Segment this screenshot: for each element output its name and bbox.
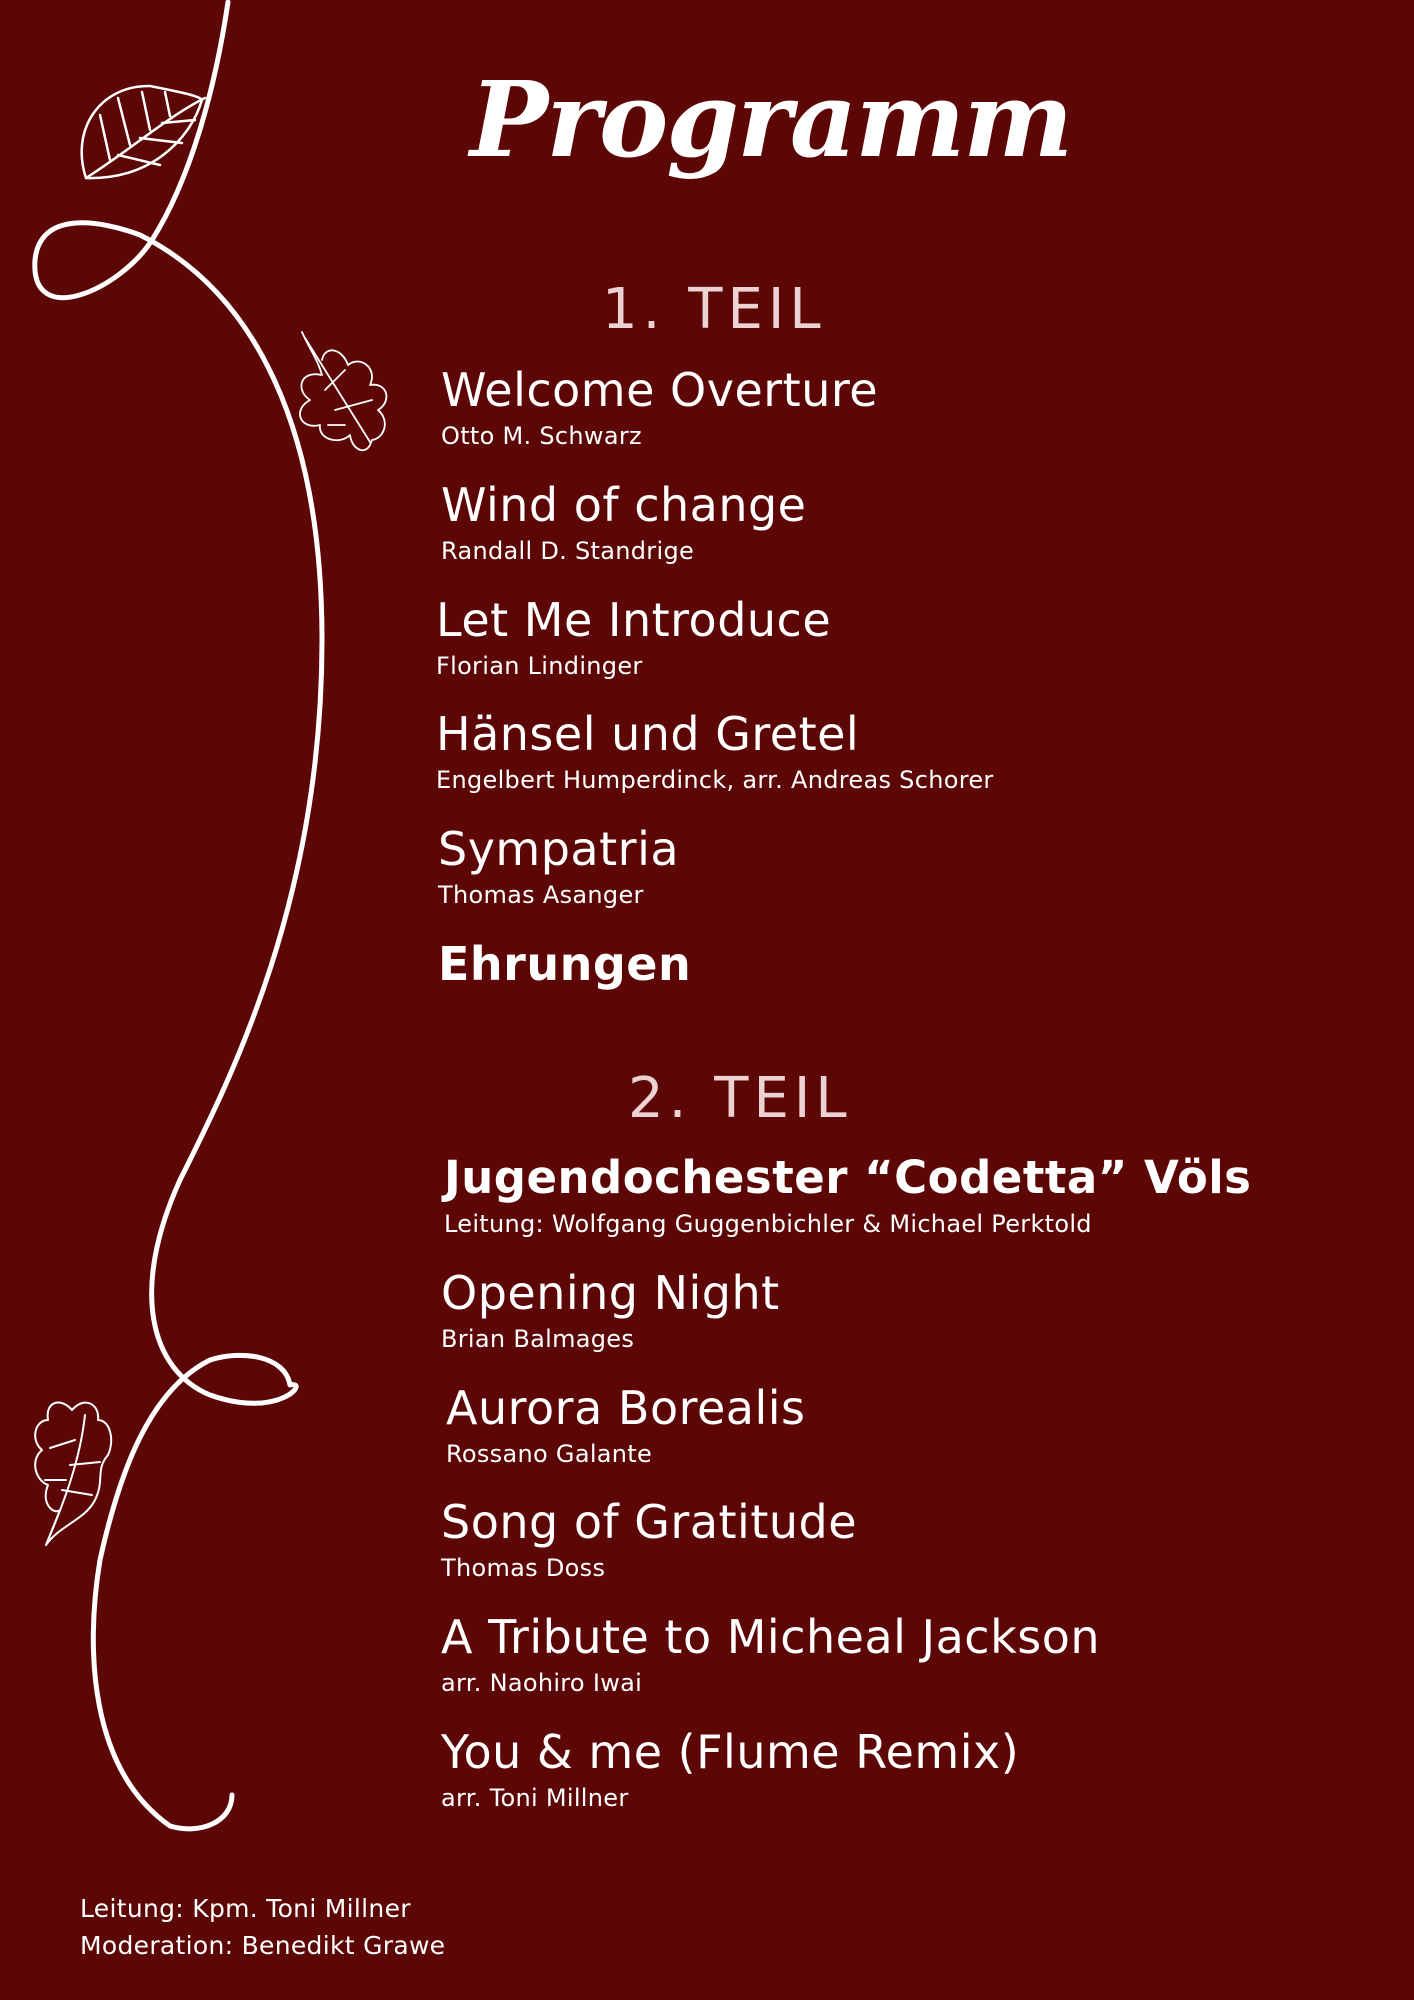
guest-subtitle: Leitung: Wolfgang Guggenbichler & Michael Perktold (444, 1210, 1092, 1238)
piece-composer: Engelbert Humperdinck, arr. Andreas Schorer (436, 766, 994, 794)
footer-credits (80, 1890, 445, 1964)
piece-composer: Otto M. Schwarz (441, 422, 642, 450)
piece-title: A Tribute to Micheal Jackson (441, 1610, 1100, 1664)
guest-title: Jugendochester “Codetta” Völs (444, 1151, 1252, 1204)
list-item (441, 1724, 1019, 1814)
guest-ensemble (444, 1150, 1251, 1240)
piece-composer: arr. Naohiro Iwai (441, 1669, 643, 1697)
list-item (436, 706, 994, 796)
highlight-title: Ehrungen (438, 937, 692, 991)
piece-composer: Brian Balmages (441, 1325, 635, 1353)
list-item (441, 362, 878, 452)
list-item (441, 477, 806, 567)
footer-conductor: Leitung: Kpm. Toni Millner (80, 1894, 411, 1923)
part2-heading: 2. TEIL (628, 1066, 852, 1131)
piece-title: Opening Night (441, 1266, 780, 1320)
part1-heading: 1. TEIL (602, 277, 826, 342)
piece-title: Sympatria (438, 822, 680, 876)
list-item (441, 1494, 857, 1584)
piece-title: Wind of change (441, 478, 807, 532)
list-item (438, 821, 679, 911)
list-item (441, 1265, 780, 1355)
list-item (436, 592, 831, 682)
piece-composer: Florian Lindinger (436, 652, 643, 680)
piece-composer: arr. Toni Millner (441, 1784, 629, 1812)
piece-title: Welcome Overture (441, 363, 879, 417)
page-title: Programm (470, 58, 1072, 181)
piece-title: Aurora Borealis (446, 1381, 806, 1435)
piece-composer: Rossano Galante (446, 1440, 653, 1468)
piece-title: Hänsel und Gretel (436, 707, 860, 761)
piece-title: You & me (Flume Remix) (441, 1725, 1020, 1779)
oak-leaf-icon (35, 1403, 111, 1545)
footer-moderation: Moderation: Benedikt Grawe (80, 1931, 446, 1960)
ehrungen-highlight (438, 936, 691, 992)
piece-title: Song of Gratitude (441, 1495, 858, 1549)
list-item (441, 1609, 1100, 1699)
piece-composer: Thomas Doss (441, 1554, 606, 1582)
piece-composer: Thomas Asanger (438, 881, 644, 909)
piece-composer: Randall D. Standrige (441, 537, 695, 565)
piece-title: Let Me Introduce (436, 593, 832, 647)
maple-leaf-icon (300, 332, 386, 450)
list-item (446, 1380, 806, 1470)
